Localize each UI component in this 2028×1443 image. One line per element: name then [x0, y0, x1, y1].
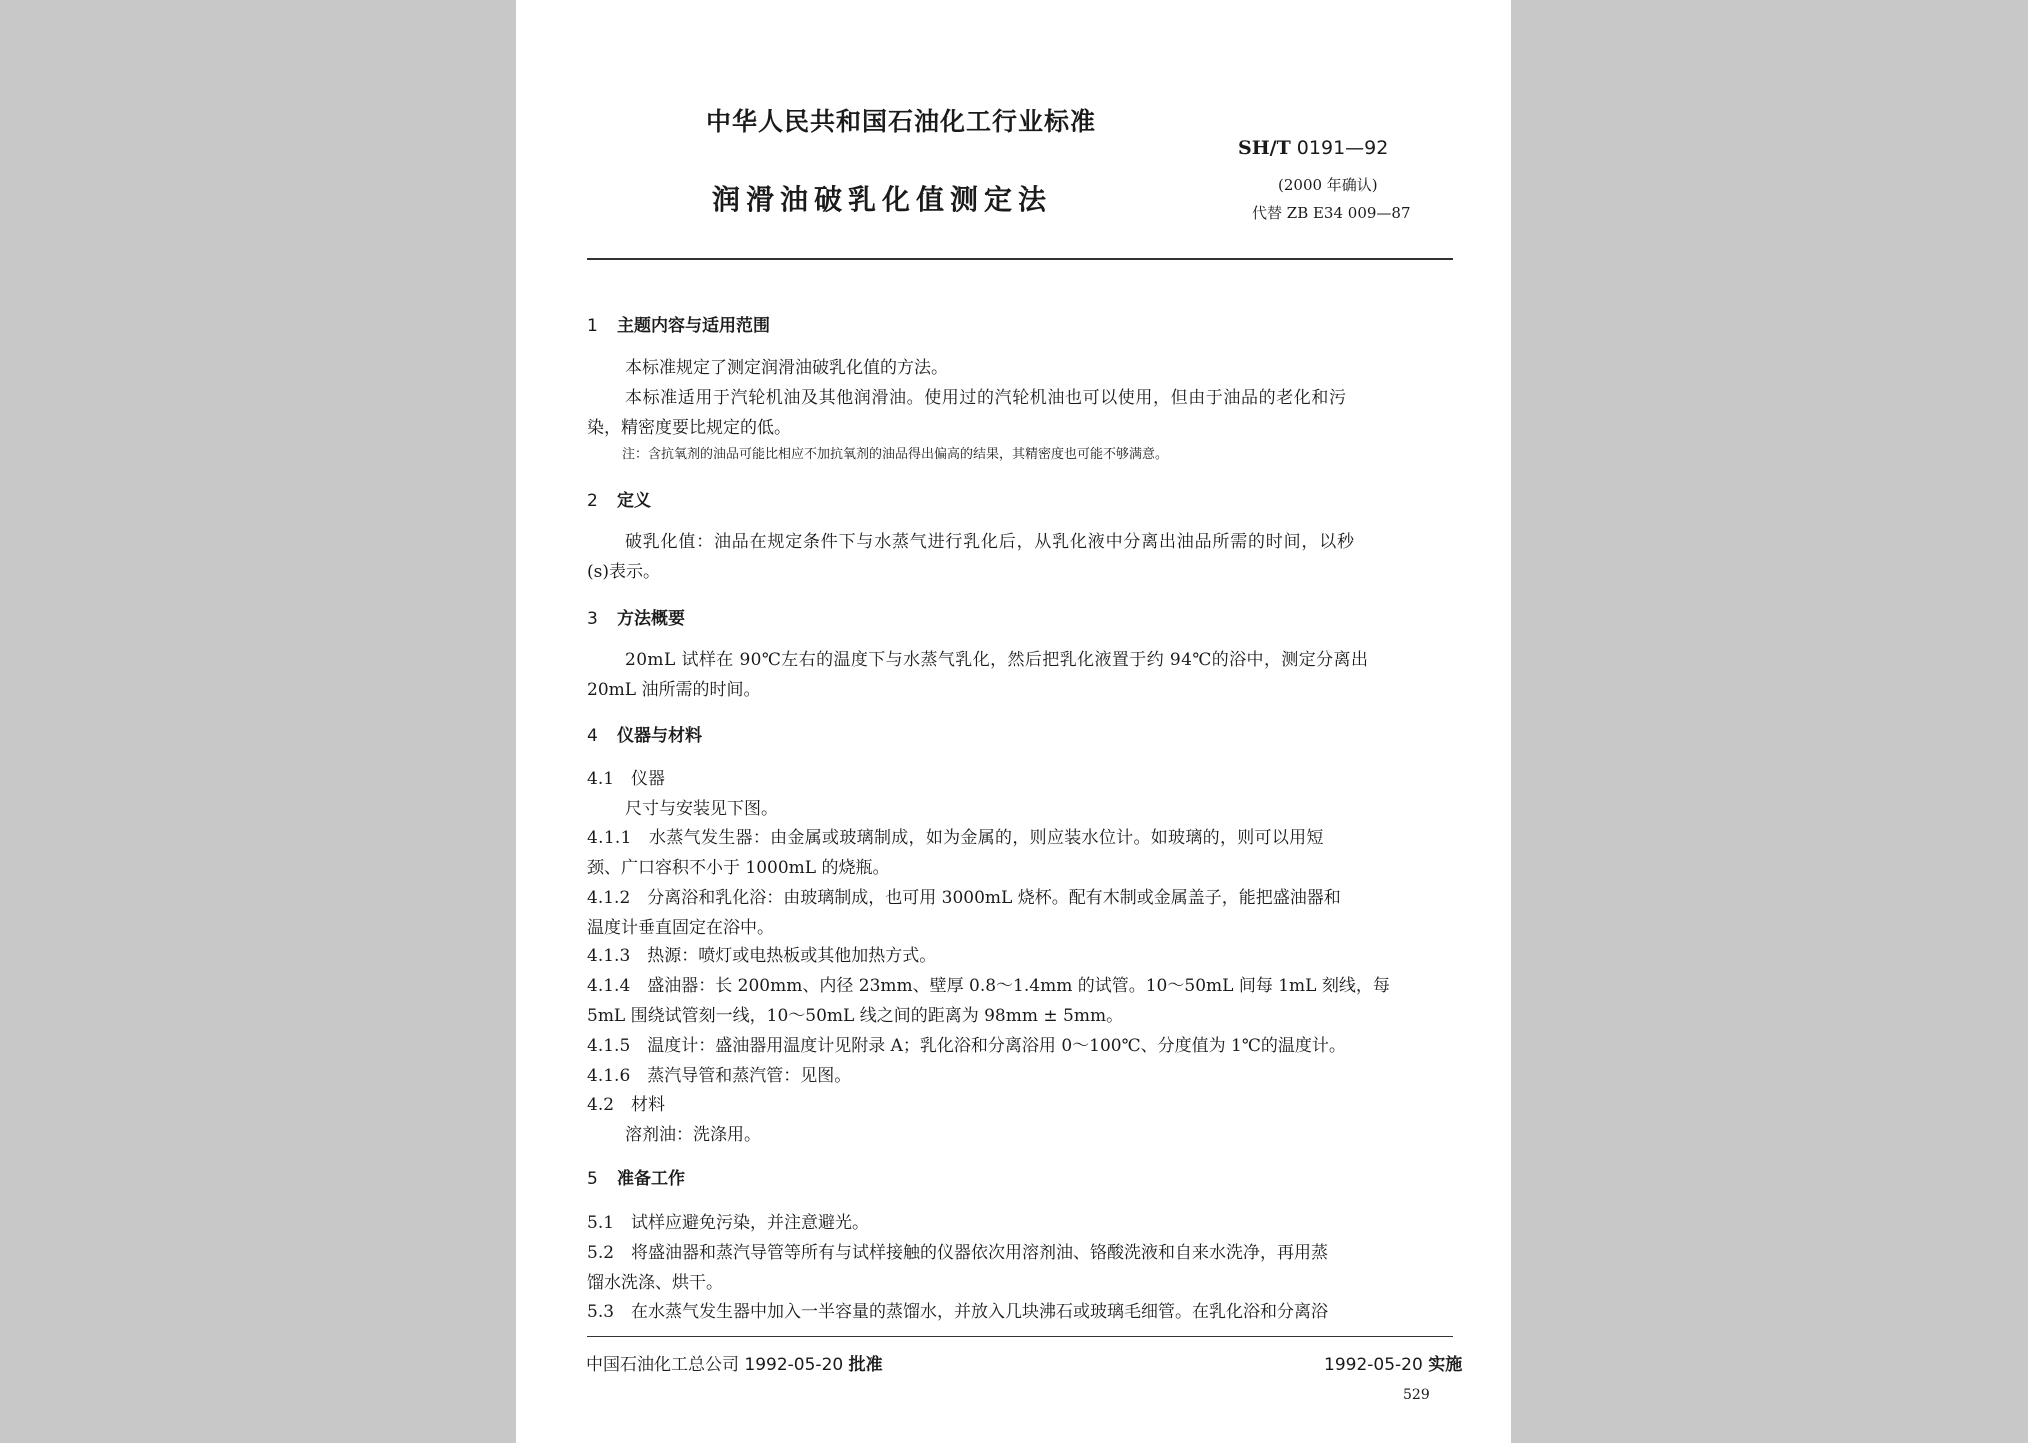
- note: 注：含抗氧剂的油品可能比相应不加抗氧剂的油品得出偏高的结果，其精密度也可能不够满意。: [622, 447, 1169, 462]
- paragraph: 4.1.6 蒸汽导管和蒸汽管：见图。: [587, 1066, 852, 1086]
- section-number: 5: [587, 1169, 598, 1189]
- section-3-heading: [587, 604, 685, 629]
- section-title: 仪器与材料: [617, 726, 702, 746]
- paragraph: 5mL 围绕试管刻一线，10～50mL 线之间的距离为 98mm ± 5mm。: [587, 1006, 1124, 1026]
- section-1-heading: [587, 311, 770, 336]
- paragraph: 颈、广口容积不小于 1000mL 的烧瓶。: [587, 858, 890, 878]
- paragraph: 5.2 将盛油器和蒸汽导管等所有与试样接触的仪器依次用溶剂油、铬酸洗液和自来水洗净，再用蒸: [587, 1243, 1329, 1263]
- section-number: 3: [587, 609, 598, 629]
- header-divider: [587, 258, 1453, 260]
- paragraph: 温度计垂直固定在浴中。: [587, 918, 774, 938]
- paragraph: 5.1 试样应避免污染，并注意避光。: [587, 1213, 870, 1233]
- paragraph: (s)表示。: [587, 562, 660, 582]
- approval-word: 批准: [848, 1355, 883, 1375]
- code-number: 0191—92: [1290, 137, 1389, 159]
- paragraph: 馏水洗涤、烘干。: [587, 1273, 723, 1293]
- paragraph: 4.1.4 盛油器：长 200mm、内径 23mm、壁厚 0.8～1.4mm 的试管。10～50mL 间每 1mL 刻线，每: [587, 976, 1390, 996]
- issuing-organization: 中华人民共和国石油化工行业标准: [706, 107, 1097, 136]
- section-4-heading: [587, 721, 702, 746]
- section-number: 4: [587, 726, 598, 746]
- effective-date: 1992-05-20: [1324, 1355, 1429, 1375]
- document-page: [516, 0, 1511, 1443]
- section-number: 2: [587, 491, 598, 511]
- paragraph: 溶剂油：洗涤用。: [625, 1125, 761, 1145]
- paragraph: 破乳化值：油品在规定条件下与水蒸气进行乳化后，从乳化液中分离出油品所需的时间，以秒: [625, 532, 1355, 552]
- paragraph: 20mL 试样在 90℃左右的温度下与水蒸气乳化，然后把乳化液置于约 94℃的浴中，测定分离出: [625, 650, 1369, 670]
- paragraph: 4.1.3 热源：喷灯或电热板或其他加热方式。: [587, 946, 937, 966]
- paragraph: 本标准适用于汽轮机油及其他润滑油。使用过的汽轮机油也可以使用，但由于油品的老化和污: [625, 388, 1347, 408]
- replaces-note: 代替 ZB E34 009—87: [1252, 204, 1411, 222]
- paragraph: 本标准规定了测定润滑油破乳化值的方法。: [625, 358, 948, 378]
- approval-text: 中国石油化工总公司 1992-05-20: [586, 1355, 849, 1375]
- paragraph: 尺寸与安装见下图。: [625, 799, 778, 819]
- section-number: 1: [587, 316, 598, 336]
- page-number: 529: [1403, 1387, 1430, 1403]
- subsection-heading: 4.1 仪器: [587, 769, 666, 789]
- section-2-heading: [587, 486, 651, 511]
- section-title: 定义: [617, 491, 651, 511]
- approval-line: [586, 1350, 883, 1375]
- confirmation-note: (2000 年确认): [1278, 176, 1378, 194]
- paragraph: 20mL 油所需的时间。: [587, 680, 761, 700]
- section-5-heading: [587, 1164, 685, 1189]
- standard-title: 润滑油破乳化值测定法: [712, 183, 1053, 216]
- code-prefix: SH/T: [1238, 137, 1291, 159]
- subsection-heading: 4.2 材料: [587, 1095, 666, 1115]
- section-title: 主题内容与适用范围: [617, 316, 770, 336]
- effective-word: 实施: [1428, 1355, 1463, 1375]
- effective-line: [1324, 1350, 1462, 1375]
- paragraph: 4.1.5 温度计：盛油器用温度计见附录 A；乳化浴和分离浴用 0～100℃、分度值为 1℃的温度计。: [587, 1036, 1346, 1056]
- standard-code: [1238, 137, 1388, 159]
- paragraph: 5.3 在水蒸气发生器中加入一半容量的蒸馏水，并放入几块沸石或玻璃毛细管。在乳化浴和分离浴: [587, 1302, 1329, 1322]
- paragraph: 染，精密度要比规定的低。: [587, 418, 791, 438]
- section-title: 方法概要: [617, 609, 685, 629]
- paragraph: 4.1.1 水蒸气发生器：由金属或玻璃制成，如为金属的，则应装水位计。如玻璃的，则可以用短: [587, 828, 1324, 848]
- footer-divider: [587, 1336, 1453, 1337]
- paragraph: 4.1.2 分离浴和乳化浴：由玻璃制成，也可用 3000mL 烧杯。配有木制或金属盖子，能把盛油器和: [587, 888, 1341, 908]
- section-title: 准备工作: [617, 1169, 685, 1189]
